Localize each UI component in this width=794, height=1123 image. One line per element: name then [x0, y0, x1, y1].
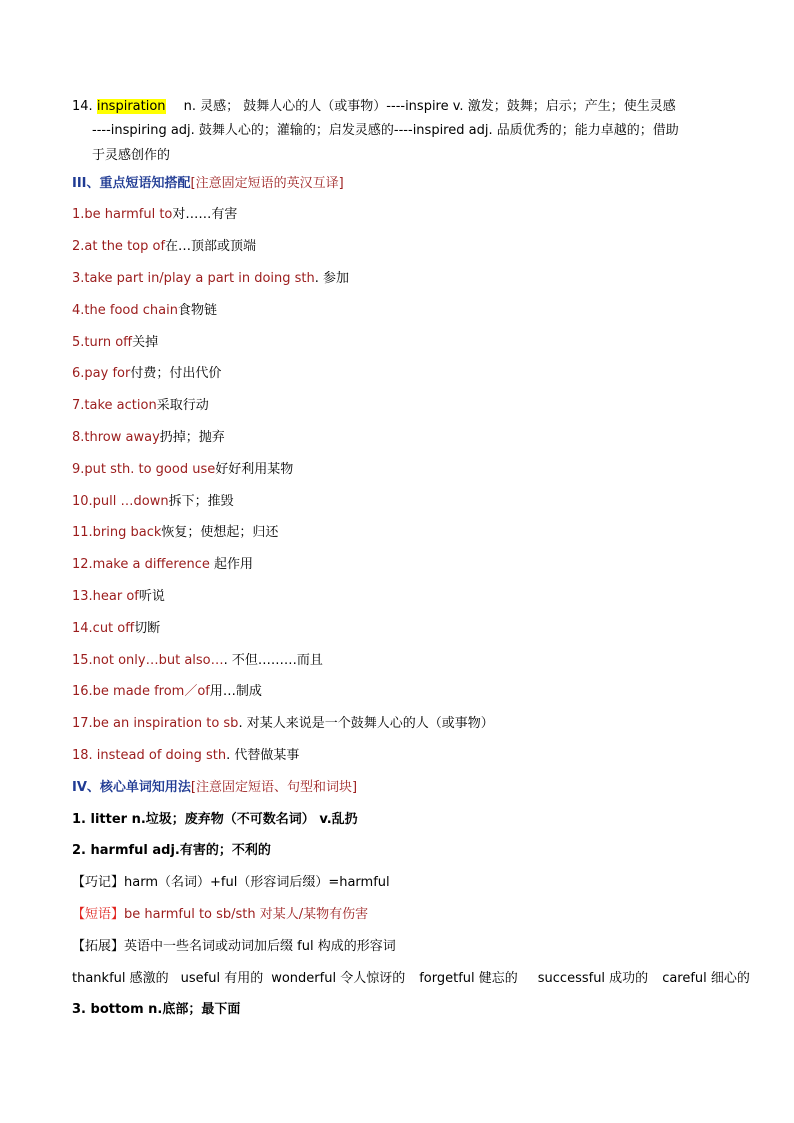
memory-tip-text: harm（名词）+ful（形容词后缀）=harmful — [124, 875, 390, 890]
phrase-zh: 用…制成 — [209, 684, 262, 699]
phrase-item — [72, 588, 165, 606]
phrase-zh: 起作用 — [209, 557, 253, 572]
phrase-item — [72, 493, 234, 511]
phrase-item — [72, 206, 237, 224]
ful-word: successful 成功的 — [537, 971, 649, 986]
phrase-en: 10.pull …down — [72, 494, 169, 509]
entry-definition: n. 灵感； 鼓舞人心的人（或事物）----inspire v. 激发；鼓舞；启示；产生；使生灵感 — [183, 99, 676, 114]
phrase-zh: 对……有害 — [172, 207, 238, 222]
ful-word: careful 细心的 — [662, 971, 750, 986]
phrase-tip-tag: 【短语】 — [72, 907, 125, 922]
phrase-zh: 在…顶部或顶端 — [165, 239, 257, 254]
phrase-en: 9.put sth. to good use — [72, 462, 216, 477]
phrase-en: 2.at the top of — [72, 239, 166, 254]
word-harmful: 2. harmful adj.有害的；不利的 — [72, 843, 271, 858]
ful-word: forgetful 健忘的 — [419, 971, 518, 986]
phrase-item — [72, 715, 494, 733]
highlighted-word: inspiration — [96, 99, 166, 114]
phrase-item — [72, 683, 262, 701]
phrase-zh: . 参加 — [314, 271, 350, 286]
phrase-en: 11.bring back — [72, 525, 162, 540]
phrase-zh: 扔掉；抛弃 — [159, 430, 225, 445]
phrase-en: 4.the food chain — [72, 303, 178, 318]
phrase-item — [72, 461, 293, 479]
phrase-zh: 拆下；推毁 — [168, 494, 234, 509]
section-4-title: IV、核心单词知用法 — [72, 780, 191, 795]
phrase-zh: 食物链 — [177, 303, 217, 318]
phrase-item — [72, 524, 278, 542]
section-4-note: [注意固定短语、句型和词块] — [190, 780, 358, 795]
phrase-item — [72, 302, 217, 320]
phrase-en: 16.be made from／of — [72, 684, 210, 699]
phrase-en: 6.pay for — [72, 366, 131, 381]
phrase-en: 8.throw away — [72, 430, 160, 445]
phrase-item — [72, 238, 256, 256]
phrase-item — [72, 556, 253, 574]
entry-number: 14. — [72, 99, 93, 114]
phrase-zh: 好好利用某物 — [215, 462, 294, 477]
ful-word: wonderful 令人惊讶的 — [271, 971, 406, 986]
phrase-zh: . 对某人来说是一个鼓舞人心的人（或事物） — [238, 716, 494, 731]
word-litter: 1. litter n.垃圾；废弃物（不可数名词） v.乱扔 — [72, 812, 358, 827]
phrase-en: 14.cut off — [72, 621, 135, 636]
phrase-zh: . 代替做某事 — [226, 748, 300, 763]
entry-14-line-3: 于灵感创作的 — [92, 148, 171, 163]
phrase-tip — [72, 906, 368, 924]
phrase-tip-text: be harmful to sb/sth 对某人/某物有伤害 — [124, 907, 369, 922]
section-3-heading — [72, 175, 344, 193]
phrase-item — [72, 365, 221, 383]
phrase-zh: 切断 — [134, 621, 161, 636]
memory-tip — [72, 874, 390, 892]
phrase-zh: 听说 — [138, 589, 165, 604]
phrase-item — [72, 620, 160, 638]
phrase-en: 3.take part in/play a part in doing sth — [72, 271, 315, 286]
extend-tip — [72, 938, 396, 956]
phrase-item — [72, 270, 349, 288]
phrase-item — [72, 652, 323, 670]
ful-word: thankful 感激的 — [72, 971, 169, 986]
section-3-note: [注意固定短语的英汉互译] — [190, 176, 344, 191]
phrase-en: 7.take action — [72, 398, 157, 413]
phrase-zh: 付费；付出代价 — [130, 366, 222, 381]
phrase-zh: 采取行动 — [156, 398, 209, 413]
word-bottom: 3. bottom n.底部；最下面 — [72, 1002, 241, 1017]
memory-tip-tag: 【巧记】 — [72, 875, 125, 890]
phrase-zh: . 不但………而且 — [223, 653, 323, 668]
phrase-en: 13.hear of — [72, 589, 139, 604]
phrase-item — [72, 334, 158, 352]
phrase-en: 18. instead of doing sth — [72, 748, 227, 763]
phrase-item — [72, 429, 225, 447]
entry-14-line-2: ----inspiring adj. 鼓舞人心的；灌输的；启发灵感的----inspired adj. 品质优秀的；能力卓越的；借助 — [92, 123, 679, 138]
phrase-en: 15.not only…but also… — [72, 653, 224, 668]
phrase-en: 5.turn off — [72, 335, 133, 350]
phrase-en: 12.make a difference — [72, 557, 210, 572]
extend-tip-tag: 【拓展】 — [72, 939, 125, 954]
entry-14-line-1 — [72, 98, 676, 116]
phrase-en: 17.be an inspiration to sb — [72, 716, 239, 731]
phrase-en: 1.be harmful to — [72, 207, 173, 222]
ful-word-list — [72, 970, 750, 988]
phrase-zh: 关掉 — [132, 335, 159, 350]
extend-tip-text: 英语中一些名词或动词加后缀 ful 构成的形容词 — [124, 939, 396, 954]
phrase-item — [72, 397, 209, 415]
section-4-heading — [72, 779, 357, 797]
phrase-zh: 恢复；使想起；归还 — [161, 525, 279, 540]
section-3-title: III、重点短语知搭配 — [72, 176, 191, 191]
phrase-item — [72, 747, 299, 765]
ful-word: useful 有用的 — [180, 971, 264, 986]
